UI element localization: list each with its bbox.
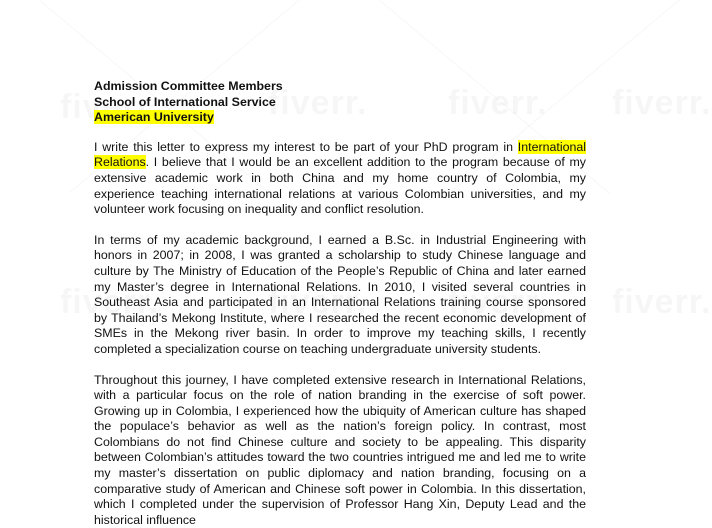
address-line-school: School of International Service (94, 95, 586, 111)
intro-text-start: I write this letter to express my interest to be part of your PhD program in (94, 140, 518, 154)
highlighted-university: American University (94, 110, 214, 124)
highlighted-program: International Relations (94, 140, 586, 170)
paragraph-intro (94, 140, 586, 218)
address-line-university (94, 110, 586, 126)
watermark-logo (612, 84, 712, 123)
paragraph-research-journey: Throughout this journey, I have completed extensive research in International Relations, with a particular focus on the role of nation branding in the exercise of soft power. Growing up in Colombia, I experienced how the ubiquity of American culture has shaped the populace’s behavior as well as the nation’s foreign policy. In contrast, most Colombians do not find Chinese culture and society to be appealing. This disparity between Colombian’s attitudes toward the two countries intrigued me and led me to write my master’s dissertation on public diplomacy and nation branding, focusing on a comparative study of American and Chinese soft power in Colombia. In this dissertation, which I completed under the supervision of Professor Hang Xin, Deputy Lead and the historical influence (94, 373, 586, 528)
paragraph-academic-background: In terms of my academic background, I earned a B.Sc. in Industrial Engineering with honors in 2007; in 2008, I was granted a scholarship to study Chinese language and culture by The Ministry of Education of the People’s Republic of China and later earned my Master’s degree in International Relations. In 2010, I visited several countries in Southeast Asia and participated in an International Relations training course sponsored by Thailand’s Mekong Institute, where I researched the recent economic development of SMEs in the Mekong river basin. In order to improve my teaching skills, I recently completed a specialization course on teaching undergraduate university students. (94, 233, 586, 358)
recipient-address (94, 79, 586, 126)
letter-body (94, 79, 586, 528)
watermark-logo (612, 283, 712, 322)
intro-text-end: . I believe that I would be an excellent addition to the program because of my extensive academic work in both China and my home country of Colombia, my experience teaching international relations at various Colombian universities, and my volunteer work focusing on inequality and conflict resolution. (94, 155, 586, 216)
address-line-committee: Admission Committee Members (94, 79, 586, 95)
